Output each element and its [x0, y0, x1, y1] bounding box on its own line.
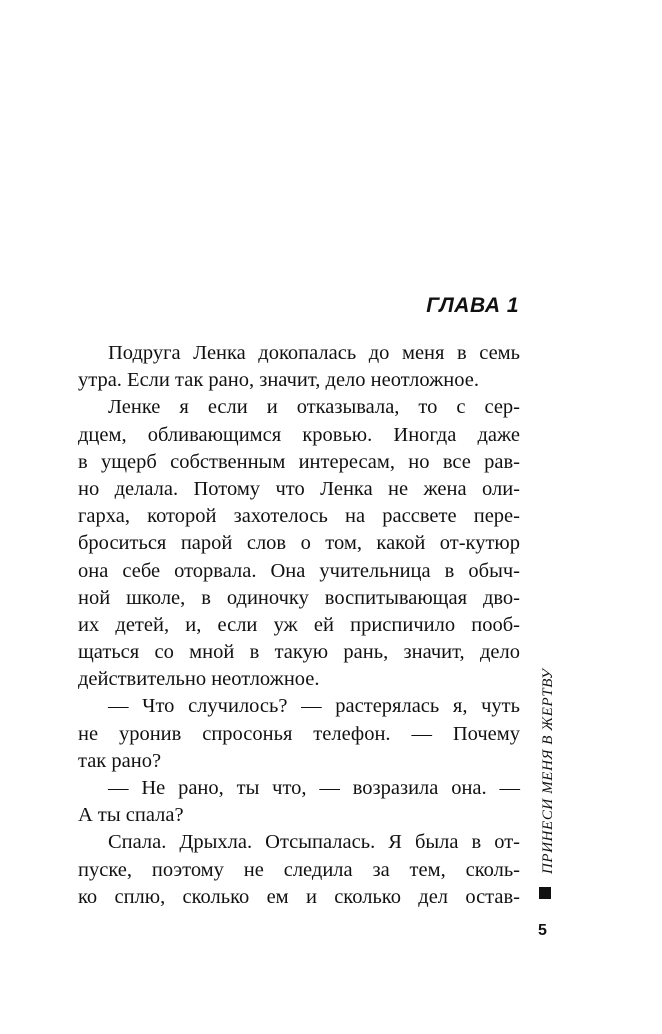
text-line: но делала. Потому что Ленка не жена оли-	[78, 477, 520, 500]
text-line: Подруга Ленка докопалась до меня в семь	[108, 342, 520, 364]
text-line: не уронив спросонья телефон. — Почему	[78, 722, 520, 745]
square-marker-icon	[539, 887, 551, 899]
text-line: щаться со мной в такую рань, значит, дело	[78, 641, 520, 664]
text-line: ко сплю, сколько ем и сколько дел остав-	[78, 885, 520, 908]
text-line: их детей, и, если уж ей приспичило пооб-	[78, 613, 520, 636]
text-line: утра. Если так рано, значит, дело неотложное.	[78, 369, 479, 392]
text-line: гарха, которой захотелось на рассвете пере-	[78, 505, 520, 528]
body-text	[78, 340, 520, 911]
text-line: действительно неотложное.	[78, 668, 320, 691]
text-line: дцем, обливающимся кровью. Иногда даже	[78, 423, 520, 446]
text-line: — Не рано, ты что, — возразила она. —	[108, 777, 520, 799]
text-line: так рано?	[78, 749, 162, 772]
text-line: — Что случилось? — растерялась я, чуть	[108, 695, 520, 718]
chapter-title: ГЛАВА 1	[426, 294, 519, 317]
running-title: ПРИНЕСИ МЕНЯ В ЖЕРТВУ	[540, 668, 556, 874]
text-line: Ленке я если и отказывала, то с сер-	[108, 396, 520, 419]
text-line: броситься парой слов о том, какой от-кутюр	[78, 532, 520, 555]
text-line: Спала. Дрыхла. Отсыпалась. Я была в от-	[108, 831, 520, 854]
text-line: ной школе, в одиночку воспитывающая дво-	[78, 586, 520, 609]
page-number: 5	[538, 922, 547, 939]
text-line: пуске, поэтому не следила за тем, сколь-	[78, 858, 520, 881]
text-line: она себе оторвала. Она учительница в обыч-	[78, 559, 520, 582]
text-line: в ущерб собственным интересам, но все рав-	[78, 450, 520, 473]
text-line: А ты спала?	[78, 804, 184, 827]
